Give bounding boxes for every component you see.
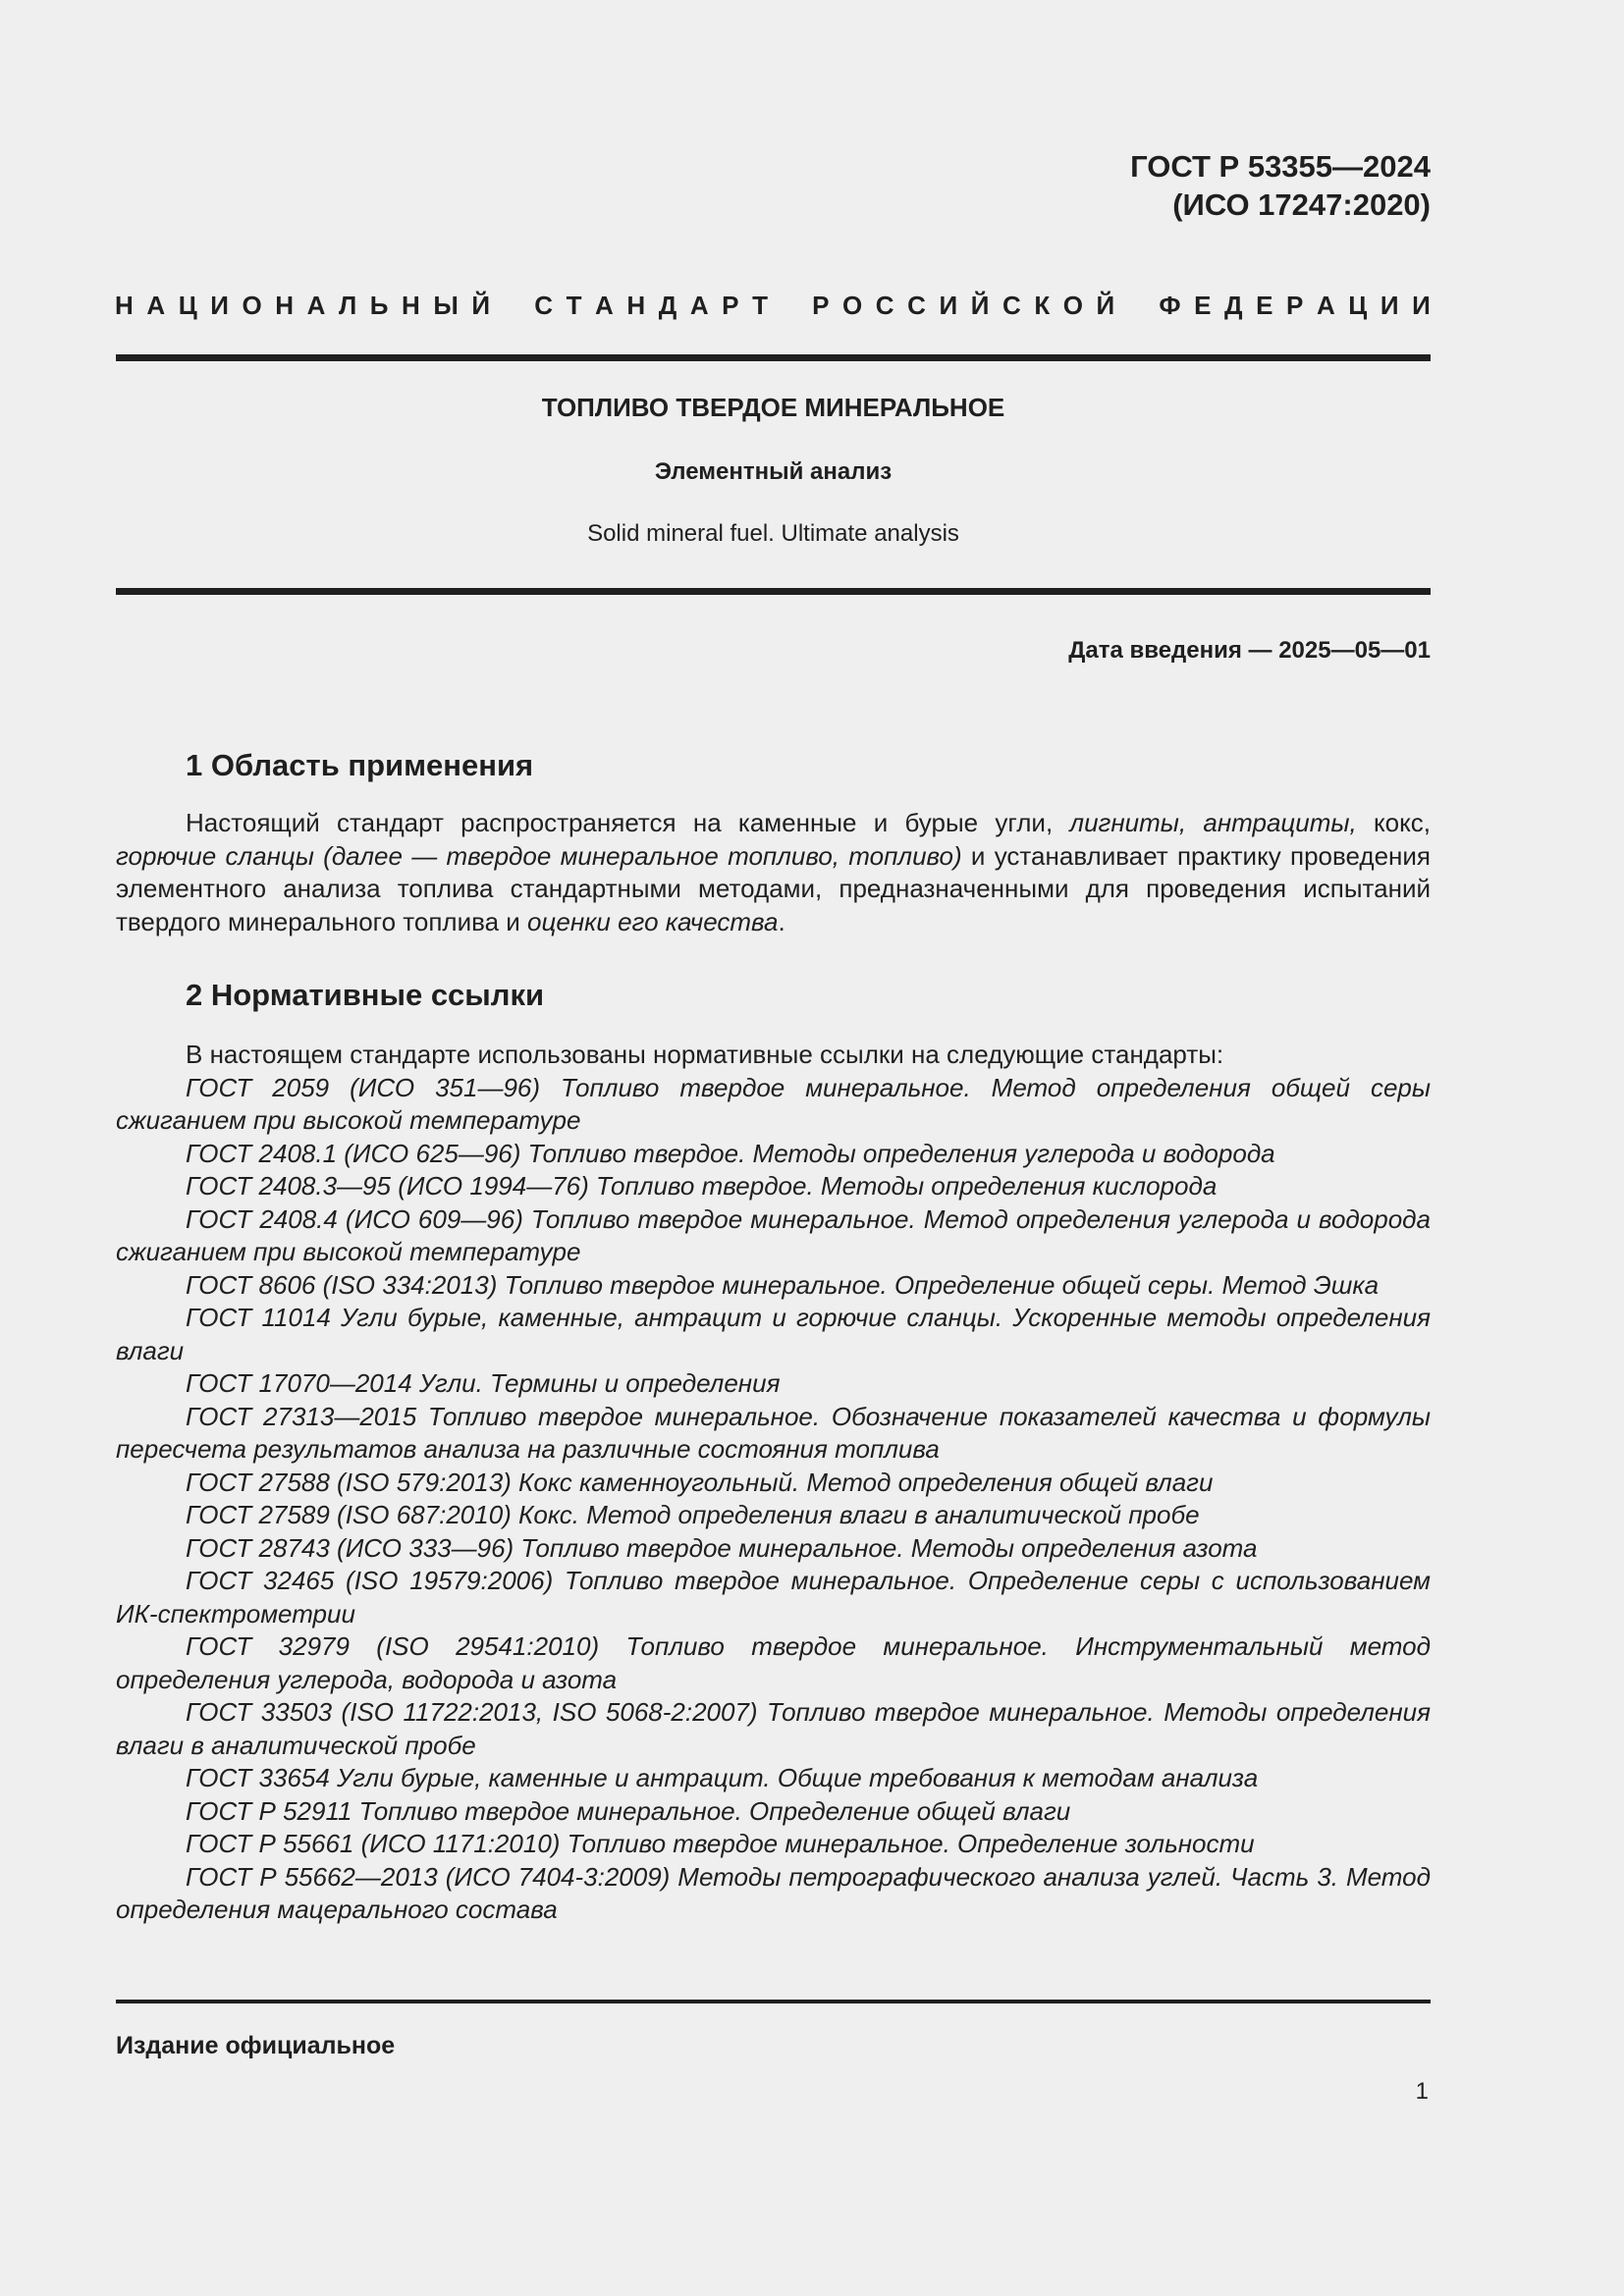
reference-item: ГОСТ 28743 (ИСО 333—96) Топливо твердое минеральное. Методы определения азота	[186, 1532, 1258, 1563]
text-run-italic: оценки его качества	[527, 906, 779, 936]
standard-code-block	[1130, 147, 1431, 224]
footer-rule	[116, 2000, 1431, 2003]
banner-letter: И	[1412, 291, 1431, 320]
banner-letter: Ф	[1159, 291, 1181, 320]
national-standard-banner	[115, 291, 1431, 321]
banner-letter: Р	[722, 291, 739, 320]
banner-letter: С	[875, 291, 894, 320]
banner-letter: Т	[752, 291, 768, 320]
text-run-italic: горючие сланцы (далее — твердое минеральное топливо, топливо)	[116, 840, 962, 871]
title-english: Solid mineral fuel. Ultimate analysis	[587, 520, 959, 547]
banner-letter: А	[306, 291, 326, 320]
banner-letter: О	[1062, 291, 1083, 320]
banner-letter: Л	[338, 291, 357, 320]
reference-item: ГОСТ 33654 Угли бурые, каменные и антрацит. Общие требования к методам анализа	[186, 1763, 1259, 1792]
banner-letter: Н	[402, 291, 420, 320]
reference-item: ГОСТ Р 55661 (ИСО 1171:2010) Топливо твердое минеральное. Определение зольности	[186, 1829, 1255, 1858]
reference-item: ГОСТ 32465 (ISO 19579:2006) Топливо твердое минеральное. Определение серы с использованием ИК-спектрометрии	[116, 1566, 1431, 1629]
reference-item: ГОСТ 8606 (ISO 334:2013) Топливо твердое минеральное. Определение общей серы. Метод Эшка	[186, 1269, 1380, 1300]
banner-letter: О	[841, 291, 863, 320]
banner-letter: Д	[658, 291, 677, 320]
section1-body	[116, 807, 1431, 938]
banner-letter: Е	[1194, 291, 1212, 320]
banner-letter: Н	[626, 291, 646, 320]
reference-item: ГОСТ 2059 (ИСО 351—96) Топливо твердое минеральное. Метод определения общей серы сжиганием при высокой температуре	[116, 1072, 1431, 1135]
reference-item: ГОСТ 17070—2014 Угли. Термины и определения	[186, 1368, 781, 1398]
banner-letter: Й	[970, 291, 990, 320]
banner-letter: Ы	[433, 291, 459, 320]
banner-letter: Н	[275, 291, 295, 320]
reference-item: ГОСТ 33503 (ISO 11722:2013, ISO 5068-2:2007) Топливо твердое минеральное. Методы определения влаги в аналитической пробе	[116, 1697, 1431, 1760]
standard-code: ГОСТ Р 53355—2024	[1130, 149, 1431, 184]
reference-item: ГОСТ 2408.4 (ИСО 609—96) Топливо твердое минеральное. Метод определения углерода и водорода сжиганием при высокой температуре	[116, 1203, 1431, 1266]
title-bottom-rule	[116, 588, 1431, 595]
section1-paragraph	[116, 807, 1431, 938]
official-edition-label: Издание официальное	[116, 2032, 396, 2059]
reference-list	[116, 1072, 1431, 1927]
banner-letter: Р	[1286, 291, 1304, 320]
reference-item: ГОСТ 27313—2015 Топливо твердое минеральное. Обозначение показателей качества и формулы пересчета результатов анализа на различные состояния топлива	[116, 1401, 1431, 1464]
reference-item: ГОСТ 2408.3—95 (ИСО 1994—76) Топливо твердое. Методы определения кислорода	[186, 1171, 1218, 1201]
banner-letter: С	[907, 291, 926, 320]
text-run: .	[778, 906, 785, 936]
banner-letter: Н	[115, 291, 134, 320]
text-run-italic: лигниты, антрациты,	[1069, 808, 1357, 837]
reference-item: ГОСТ 11014 Угли бурые, каменные, антрацит и горючие сланцы. Ускоренные методы определения влаги	[116, 1303, 1431, 1365]
banner-letter: С	[1001, 291, 1021, 320]
text-run: и устанавливает практику проведения элементного анализа топлива стандартными методами, предназначенными для проведения испытаний твердого минерального топлива и	[116, 840, 1431, 936]
reference-item: ГОСТ Р 55662—2013 (ИСО 7404-3:2009) Методы петрографического анализа углей. Часть 3. Метод определения мацерального состава	[116, 1861, 1431, 1924]
title-sub: Элементный анализ	[654, 458, 893, 485]
reference-item: ГОСТ 32979 (ISO 29541:2010) Топливо твердое минеральное. Инструментальный метод определения углерода, водорода и азота	[116, 1631, 1431, 1694]
reference-item: ГОСТ Р 52911 Топливо твердое минеральное. Определение общей влаги	[186, 1795, 1071, 1826]
iso-code: (ИСО 17247:2020)	[1172, 187, 1431, 222]
banner-letter: И	[210, 291, 229, 320]
reference-item: ГОСТ 2408.1 (ИСО 625—96) Топливо твердое. Методы определения углерода и водорода	[186, 1138, 1275, 1168]
text-run: Настоящий стандарт распространяется на каменные и бурые угли,	[186, 808, 1070, 837]
banner-letter: Ц	[1348, 291, 1368, 320]
banner-letter: Т	[566, 291, 582, 320]
banner-letter: С	[534, 291, 554, 320]
banner-letter: И	[939, 291, 958, 320]
banner-letter: А	[1316, 291, 1335, 320]
banner-letter: Д	[1224, 291, 1243, 320]
banner-space	[1128, 291, 1146, 321]
section1-heading: 1 Область применения	[186, 748, 534, 782]
title-main: ТОПЛИВО ТВЕРДОЕ МИНЕРАЛЬНОЕ	[541, 393, 1005, 422]
banner-letter: И	[1380, 291, 1399, 320]
banner-letter: А	[146, 291, 166, 320]
top-rule	[116, 354, 1431, 361]
banner-letter: Ц	[178, 291, 197, 320]
banner-letter: О	[242, 291, 262, 320]
banner-space	[504, 291, 521, 321]
section2-heading: 2 Нормативные ссылки	[186, 978, 545, 1012]
banner-letter: Й	[471, 291, 491, 320]
text-run: кокс,	[1356, 808, 1432, 837]
section2-body	[116, 1039, 1431, 1927]
introduction-date: Дата введения — 2025—05—01	[1068, 637, 1431, 664]
banner-space	[782, 291, 799, 321]
banner-letter: Ь	[369, 291, 389, 320]
page-number: 1	[1415, 2078, 1429, 2105]
reference-item: ГОСТ 27589 (ISO 687:2010) Кокс. Метод определения влаги в аналитической пробе	[186, 1500, 1200, 1529]
section2-intro: В настоящем стандарте использованы нормативные ссылки на следующие стандарты:	[186, 1040, 1224, 1069]
banner-letter: Й	[1096, 291, 1115, 320]
banner-letter: К	[1034, 291, 1051, 320]
reference-item: ГОСТ 27588 (ISO 579:2013) Кокс каменноугольный. Метод определения общей влаги	[186, 1467, 1214, 1497]
banner-letter: А	[595, 291, 614, 320]
banner-letter: А	[689, 291, 709, 320]
banner-letter: Е	[1256, 291, 1273, 320]
banner-letter: Р	[812, 291, 830, 320]
